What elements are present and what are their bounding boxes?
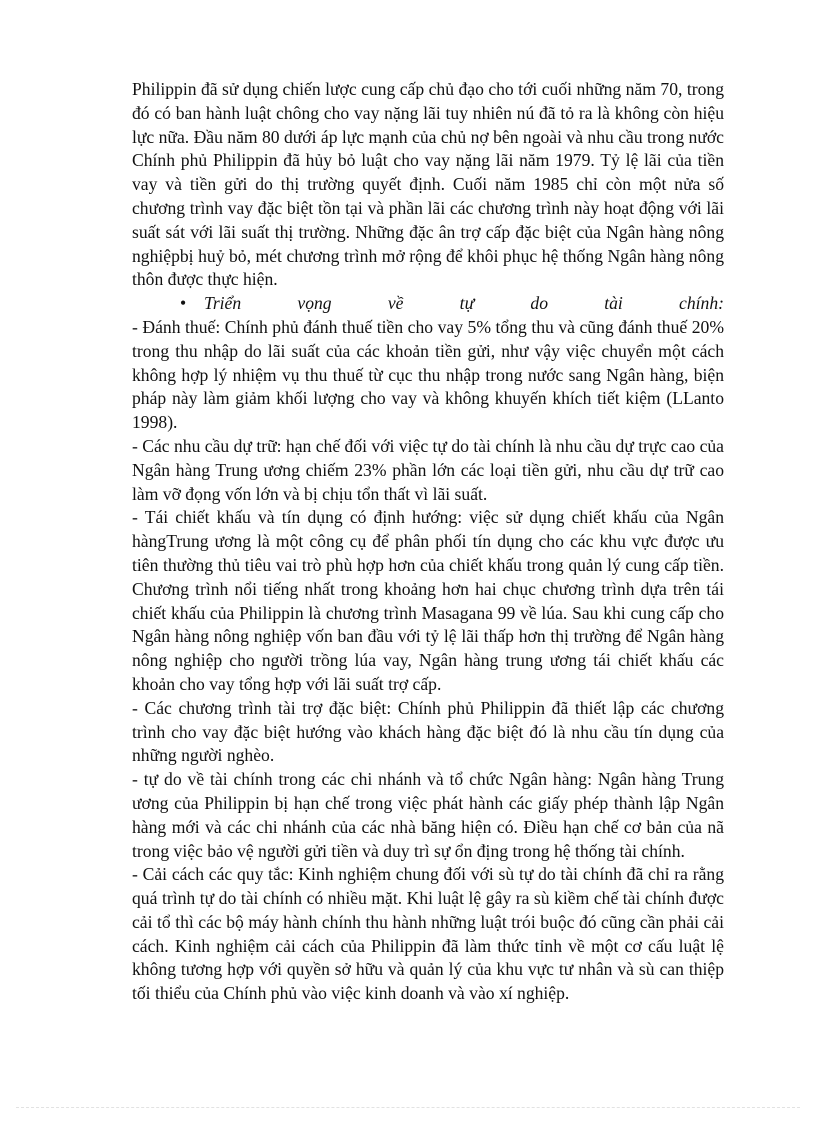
paragraph-regulatory-reform: - Cải cách các quy tắc: Kinh nghiệm chung đối với sù tự do tài chính đã chỉ ra rằng quá trình tự do tài chính có nhiều mặt. Khi luật lệ gây ra sù kiềm chế tài chính được cải tổ thì các bộ máy hành chính thu hành những luật trói buộc đó cũng cần phải cải cách. Kinh nghiệm cải cách của Philippin đã làm thức tỉnh về một cơ cấu luật lệ không tương hợp với quyền sở hữu và quản lý của khu vực tư nhân và sù can thiệp tối thiểu của Chính phủ vào việc kinh doanh và vào xí nghiệp. [132,864,724,1004]
bullet-icon: • [180,293,187,314]
paragraph-taxation: - Đánh thuế: Chính phủ đánh thuế tiền cho vay 5% tổng thu và cũng đánh thuế 20% trong thu nhập do lãi suất của các khoản tiền gửi, như vậy việc chuyển một cách không hợp lý nhiệm vụ thu thuế từ cục thu nhập trong nước sang Ngân hàng, biện pháp này làm giảm khối lượng cho vay và không khuyến khích tiết kiệm (LLanto 1998). [132,316,724,433]
page-bottom-divider [16,1107,800,1108]
paragraph-branch-liberalization: - tự do về tài chính trong các chi nhánh và tổ chức Ngân hàng: Ngân hàng Trung ương của Philippin bị hạn chế trong việc phát hành các giấy phép thành lập Ngân hàng mới và các chi nhánh của các nhà băng hiện có. Điều hạn chế cơ bản của nã trong việc bảo vệ người gửi tiền và duy trì sự ổn địng trong hệ thống tài chính. [132,769,724,861]
paragraph-intro: Philippin đã sử dụng chiến lược cung cấp chủ đạo cho tới cuối những năm 70, trong đó có ban hành luật chông cho vay nặng lãi tuy nhiên nú đã tỏ ra là không còn hiệu lực nữa. Đầu năm 80 dưới áp lực mạnh của chủ nợ bên ngoài và nhu cầu trong nước Chính phủ Philippin đã hủy bỏ luật cho vay nặng lãi năm 1979. Tỷ lệ lãi của tiền vay và tiền gửi do thị trường quyết định. Cuối năm 1985 chỉ còn một nửa số chương trình vay đặc biệt tồn tại và phần lãi các chương trình này hoạt động với lãi suất sát với lãi suất thị trường. Những đặc ân trợ cấp đặc biệt của Ngân hàng nông nghiệpbị huỷ bỏ, mét chương trình mở rộng để khôi phục hệ thống Ngân hàng nông thôn được thực hiện. [132,79,724,290]
bullet-heading [132,292,724,316]
paragraph-rediscount: - Tái chiết khấu và tín dụng có định hướng: việc sử dụng chiết khấu của Ngân hàngTrung ương là một công cụ để phân phối tín dụng cho các khu vực được ưu tiên thường thủ tiêu vai trò phù hợp hơn của chiết khấu trong quản lý cung cấp tiền. Chương trình nổi tiếng nhất trong khoảng hơn hai chục chương trình dựa trên tái chiết khấu của Philippin là chương trình Masagana 99 về lúa. Sau khi cung cấp cho Ngân hàng nông nghiệp vốn ban đầu với tỷ lệ lãi thấp hơn thị trường để Ngân hàng nông nghiệp cho người trồng lúa vay, Ngân hàng trung ương tái chiết khấu các khoản cho vay tổng hợp với lãi suất trợ cấp. [132,507,724,694]
bullet-heading-text: Triển vọng về tự do tài chính: [204,293,724,314]
paragraph-reserve-requirements: - Các nhu cầu dự trữ: hạn chế đối với việc tự do tài chính là nhu cầu dự trực cao của Ngân hàng Trung ương chiếm 23% phần lớn các loại tiền gửi, nhu cầu dự trữ cao làm vỡ đọng vốn lớn và bị chịu tổn thất vì lãi suất. [132,435,724,504]
document-body [132,78,724,1006]
paragraph-special-programs: - Các chương trình tài trợ đặc biệt: Chính phủ Philippin đã thiết lập các chương trình cho vay đặc biệt hướng vào khách hàng đặc biệt đó là nhu cầu tín dụng của những người nghèo. [132,697,724,766]
